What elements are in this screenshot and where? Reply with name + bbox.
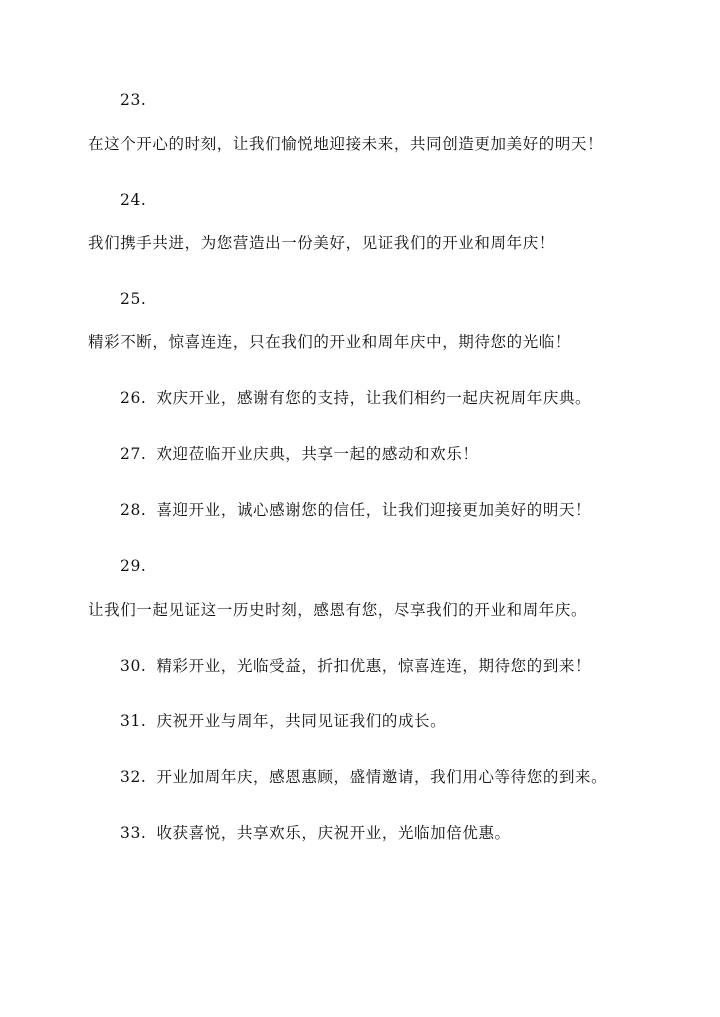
- list-item: [120, 767, 607, 787]
- item-text: 庆祝开业与周年，共同见证我们的成长。: [156, 712, 447, 730]
- item-number: 23.: [120, 91, 147, 109]
- item-number: 32.: [120, 768, 147, 786]
- item-number: 28.: [120, 501, 147, 519]
- item-text: 让我们一起见证这一历史时刻，感恩有您，尽享我们的开业和周年庆。: [88, 601, 588, 619]
- list-item: [120, 823, 511, 843]
- list-item: [120, 500, 591, 520]
- item-text: 精彩不断，惊喜连连，只在我们的开业和周年庆中，期待您的光临！: [88, 333, 572, 351]
- item-number: 30.: [120, 657, 147, 675]
- list-item: [120, 656, 591, 676]
- item-number: 33.: [120, 824, 147, 842]
- item-text: 喜迎开业，诚心感谢您的信任，让我们迎接更加美好的明天！: [156, 501, 592, 519]
- item-text: 欢庆开业，感谢有您的支持，让我们相约一起庆祝周年庆典。: [156, 389, 592, 407]
- list-item: [120, 444, 478, 464]
- item-text: 我们携手共进，为您营造出一份美好，见证我们的开业和周年庆！: [88, 234, 555, 252]
- item-text: 精彩开业，光临受益，折扣优惠，惊喜连连，期待您的到来！: [156, 657, 592, 675]
- list-item: [120, 388, 591, 408]
- item-text: 收获喜悦，共享欢乐，庆祝开业，光临加倍优惠。: [156, 824, 511, 842]
- item-number: 25.: [120, 290, 147, 308]
- item-number: 31.: [120, 712, 147, 730]
- item-number: 24.: [120, 191, 147, 209]
- item-text: 在这个开心的时刻，让我们愉悦地迎接未来，共同创造更加美好的明天！: [88, 135, 604, 153]
- item-number: 29.: [120, 557, 147, 575]
- list-item: [120, 711, 446, 731]
- item-text: 开业加周年庆，感恩惠顾，盛情邀请，我们用心等待您的到来。: [156, 768, 608, 786]
- item-number: 26.: [120, 389, 147, 407]
- item-number: 27.: [120, 445, 147, 463]
- item-text: 欢迎莅临开业庆典，共享一起的感动和欢乐！: [156, 445, 479, 463]
